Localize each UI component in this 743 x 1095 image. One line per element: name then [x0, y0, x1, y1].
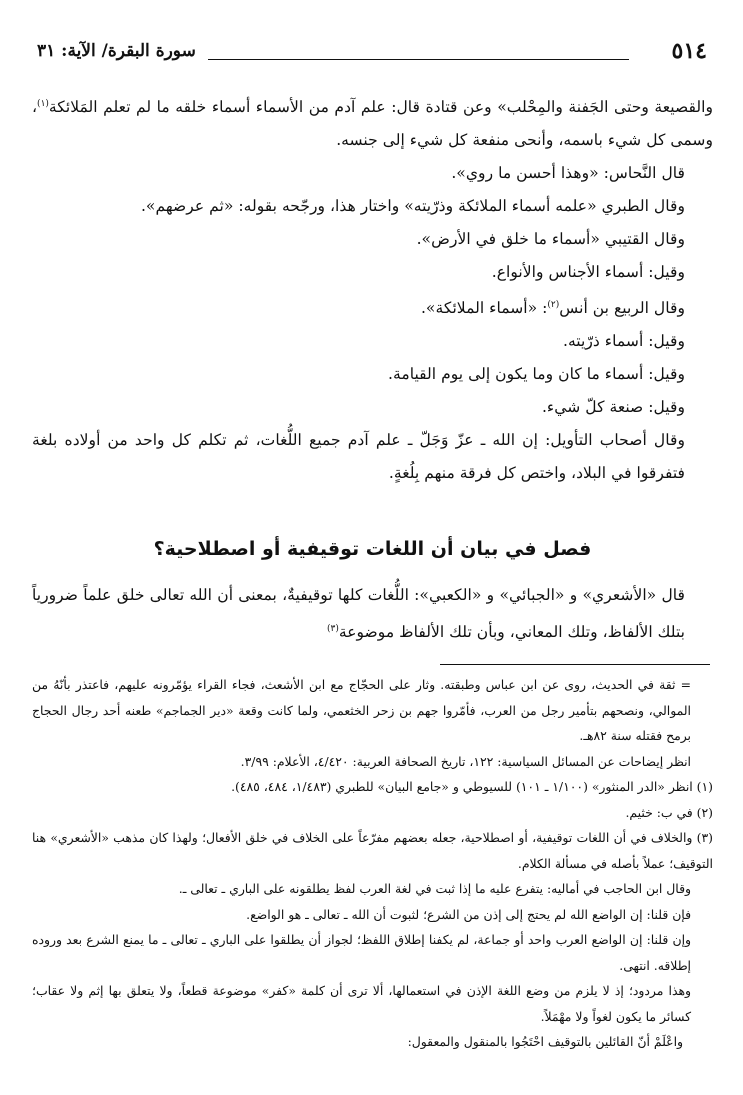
header-rule — [208, 59, 629, 60]
paragraph: وقيل: أسماء ذرّيته. — [562, 332, 685, 351]
footnote-ref[interactable]: (٢) — [547, 300, 560, 311]
page-header — [33, 38, 713, 68]
footnote-1: (١) انظر «الدر المنثور» (١/١٠٠ ـ ١٠١) للسيوطي و «جامع البيان» للطبري (١/٤٨٣، ٤٨٤، ٤٨٥). — [231, 779, 713, 794]
paragraph: قال النَّحاس: «وهذا أحسن ما روي». — [451, 164, 685, 183]
footnote-3-text: وهذا مردود؛ إذ لا يلزم من وضع اللغة الإذن في استعمالها، ألا ترى أن كلمة «كفر» موضوعة قطعاً، ولا يتعلق بها إثم ولا عقاب؛ كسائر ما يكون لغواً ولا مهْمَلاً. — [32, 983, 691, 1024]
section-heading: فصل في بيان أن اللغات توقيفية أو اصطلاحية؟ — [153, 538, 592, 560]
footnote-3-text: فإن قلنا: إن الواضع الله لم يحتج إلى إذن من الشرع؛ لثبوت أن الله ـ تعالى ـ هو الواضع. — [246, 906, 691, 922]
footnote-2: (٢) في ب: خثيم. — [625, 804, 713, 820]
paragraph: وقال الطبري «علمه أسماء الملائكة وذرّيته» واختار هذا، ورجّحه بقوله: «ثم عرضهم». — [140, 197, 685, 216]
paragraph: وقال أصحاب التأويل: إن الله ـ عزّ وَجَلّ ـ علم آدم جميع اللُّغات، ثم تكلم كل واحد من أولاده بلغة فتفرقوا في البلاد، واختص كل فرقة منهم بِلُغةٍ. — [32, 431, 685, 483]
footnote-3: (٣) والخلاف في أن اللغات توقيفية، أو اصطلاحية، جعله بعضهم مفرّعاً على الخلاف في خلق الأفعال؛ ولهذا كان مذهب «الأشعري» هنا التوقيف؛ عملاً بأصله في مسألة الكلام. — [32, 830, 713, 871]
paragraph: وقال القتيبي «أسماء ما خلق في الأرض». — [416, 230, 685, 249]
paragraph: والقصيعة وحتى الجَفنة والمِحْلب» وعن قتادة قال: علم آدم من الأسماء أسماء خلقه ما لم تعلم المَلائكة$^{(١)}$، وسمى كل شيء باسمه، وأنحى منفعة كل شيء إلى جنسه. — [32, 98, 713, 150]
running-title: سورة البقرة/ الآية: ٣١ — [37, 41, 196, 61]
paragraph: قال «الأشعري» و «الجبائي» و «الكعبي»: اللُّغات كلها توقيفيةٌ، بمعنى أن الله تعالى خلق علماً ضرورياً بتلك الألفاظ، وتلك المعاني، وبأن تلك الألفاظ موضوعة$^{(٣)}$ — [32, 586, 685, 642]
footnote-separator — [440, 664, 710, 665]
paragraph: وقيل: أسماء الأجناس والأنواع. — [491, 263, 685, 282]
paragraph: وقيل: صنعة كلّ شيء. — [541, 398, 685, 417]
footnote-3-text: واعْلَمْ أنّ القائلين بالتوقيف احْتَجُوا بالمنقول والمعقول: — [407, 1034, 683, 1049]
page-number: ٥١٤ — [671, 38, 707, 64]
footnote-continuation: = ثقة في الحديث، روى عن ابن عباس وطبقته. وثار على الحجّاج مع ابن الأشعث، فجاء القراء يؤمّرونه عليهم، فاعتذر بأنّهُ من الموالي، ونصحهم بتأمير رجل من العرب، فأمّروا جهم بن زحر الخثعمي، ولما كانت وقعة «دير الجماجم» طعنه أحد رجال الحجاج برمح فقتله سنة ٨٢هـ. — [32, 677, 691, 743]
footnote-3-text: وإن قلنا: إن الواضع العرب واحد أو جماعة، لم يكفنا إطلاق اللفظ؛ لجواز أن يطلقوا على الباري ـ تعالى ـ ما يمنع الشرع بعد وروده إطلاقه. انتهى. — [32, 932, 691, 973]
section-text — [32, 578, 713, 649]
paragraph: وقال الربيع بن أنس$^{(٢)}$: «أسماء الملائكة». — [420, 299, 685, 318]
footnote-ref[interactable]: (٣) — [326, 624, 339, 634]
paragraph: وقيل: أسماء ما كان وما يكون إلى يوم القيامة. — [388, 365, 685, 384]
footnote-ref[interactable]: (١) — [37, 99, 49, 109]
main-text — [32, 88, 713, 490]
footnotes — [32, 672, 713, 1055]
footnote-3-text: وقال ابن الحاجب في أماليه: يتفرع عليه ما إذا ثبت في لغة العرب لفظ يطلقونه على الباري ـ تعالى ـ. — [178, 881, 691, 896]
footnote-continuation: انظر إيضاحات عن المسائل السياسية: ١٢٢، تاريخ الصحافة العربية: ٤/٤٢٠، الأعلام: ٣/٩٩. — [240, 753, 691, 769]
